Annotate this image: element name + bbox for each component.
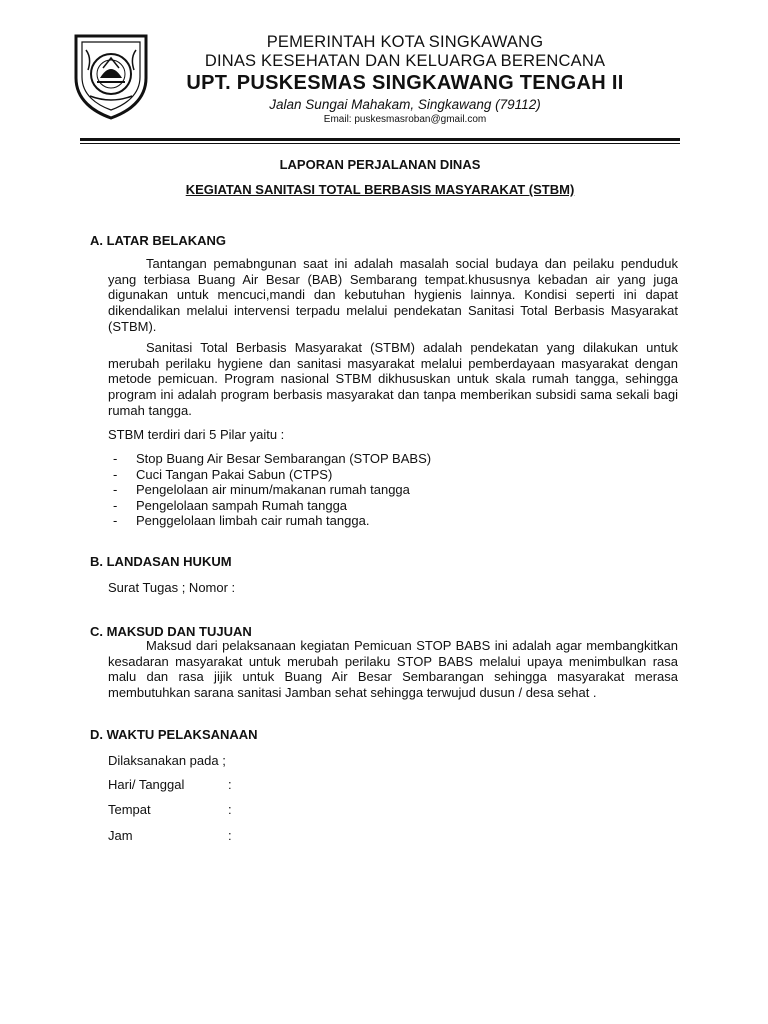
pillars-intro: STBM terdiri dari 5 Pilar yaitu : <box>108 427 285 442</box>
detail-colon: : <box>228 802 232 817</box>
letterhead-institution: UPT. PUSKESMAS SINGKAWANG TENGAH II <box>186 72 624 94</box>
list-item <box>108 467 431 483</box>
section-c-paragraph: Maksud dari pelaksanaan kegiatan Pemicuan STOP BABS ini adalah agar membangkitkan kesadaran masyarakat untuk merubah perilaku STOP BABS melalui upaya menimbulkan rasa malu dan rasa jijik untuk Buang Air Besar Sembarangan sehingga masyarakat merasa membutuhkan sarana sanitasi Jamban sehat sehingga terwujud dusun / desa sehat . <box>108 638 678 701</box>
list-dash: - <box>113 466 118 482</box>
detail-colon: : <box>228 777 232 792</box>
section-a-heading: A. LATAR BELAKANG <box>90 233 227 248</box>
list-dash: - <box>113 513 118 528</box>
detail-row-date <box>108 777 232 792</box>
detail-label: Hari/ Tanggal <box>108 777 185 792</box>
list-item <box>108 498 431 514</box>
section-a-paragraph-2: Sanitasi Total Berbasis Masyarakat (STBM) adalah pendekatan yang dilakukan untuk merubah perilaku hygiene dan sanitasi masyarakat melalui pemberdayaan masyarakat dengan metode pemicuan. Program nasional STBM dikhususkan untuk skala rumah tangga, sehingga program ini adalah program berbasis masyarakat dan tanpa memberikan subsidi sama sekali bagi rumah tangga. <box>108 340 678 418</box>
list-dash: - <box>113 482 118 497</box>
list-item-text: Cuci Tangan Pakai Sabun (CTPS) <box>136 466 333 482</box>
section-b-text: Surat Tugas ; Nomor : <box>108 580 236 595</box>
letterhead-department: DINAS KESEHATAN DAN KELUARGA BERENCANA <box>204 52 606 70</box>
report-subtitle: KEGIATAN SANITASI TOTAL BERBASIS MASYARAKAT (STBM) <box>185 182 575 197</box>
pillars-list <box>108 451 431 529</box>
section-b-heading: B. LANDASAN HUKUM <box>90 554 232 569</box>
detail-label: Jam <box>108 828 133 843</box>
section-d-intro: Dilaksanakan pada ; <box>108 753 226 768</box>
list-item <box>108 482 431 498</box>
list-item-text: Penggelolaan limbah cair rumah tangga. <box>136 513 370 528</box>
city-emblem-logo <box>70 30 152 120</box>
letterhead-rule-thin <box>80 143 680 144</box>
list-dash: - <box>113 497 118 513</box>
list-item-text: Stop Buang Air Besar Sembarangan (STOP BABS) <box>136 451 432 466</box>
detail-row-place <box>108 802 232 817</box>
letterhead-rule-thick <box>80 138 680 141</box>
section-d-heading: D. WAKTU PELAKSANAAN <box>90 727 258 742</box>
detail-label: Tempat <box>108 802 151 817</box>
detail-row-time <box>108 828 232 843</box>
detail-colon: : <box>228 828 232 843</box>
list-dash: - <box>113 451 118 466</box>
list-item <box>108 513 431 529</box>
section-a-paragraph-1: Tantangan pemabngunan saat ini adalah masalah social budaya dan peilaku penduduk yang terbiasa Buang Air Besar (BAB) Sembarang tempat.khususnya kebadan air yang juga digunakan untuk mencuci,mandi dan kebutuhan hygienis lainnya. Kondisi seperti ini dapat dikendalikan melalui intervensi terpadu melalui pendekatan Sanitasi Total Berbasis Masyarakat (STBM). <box>108 256 678 334</box>
letterhead-email: Email: puskesmasroban@gmail.com <box>323 114 487 125</box>
list-item <box>108 451 431 467</box>
list-item-text: Pengelolaan sampah Rumah tangga <box>136 497 348 513</box>
report-title: LAPORAN PERJALANAN DINAS <box>279 157 481 172</box>
letterhead-government: PEMERINTAH KOTA SINGKAWANG <box>266 33 544 51</box>
section-c-heading: C. MAKSUD DAN TUJUAN <box>90 624 252 639</box>
letterhead-address: Jalan Sungai Mahakam, Singkawang (79112) <box>269 97 541 112</box>
list-item-text: Pengelolaan air minum/makanan rumah tangga <box>136 482 410 497</box>
